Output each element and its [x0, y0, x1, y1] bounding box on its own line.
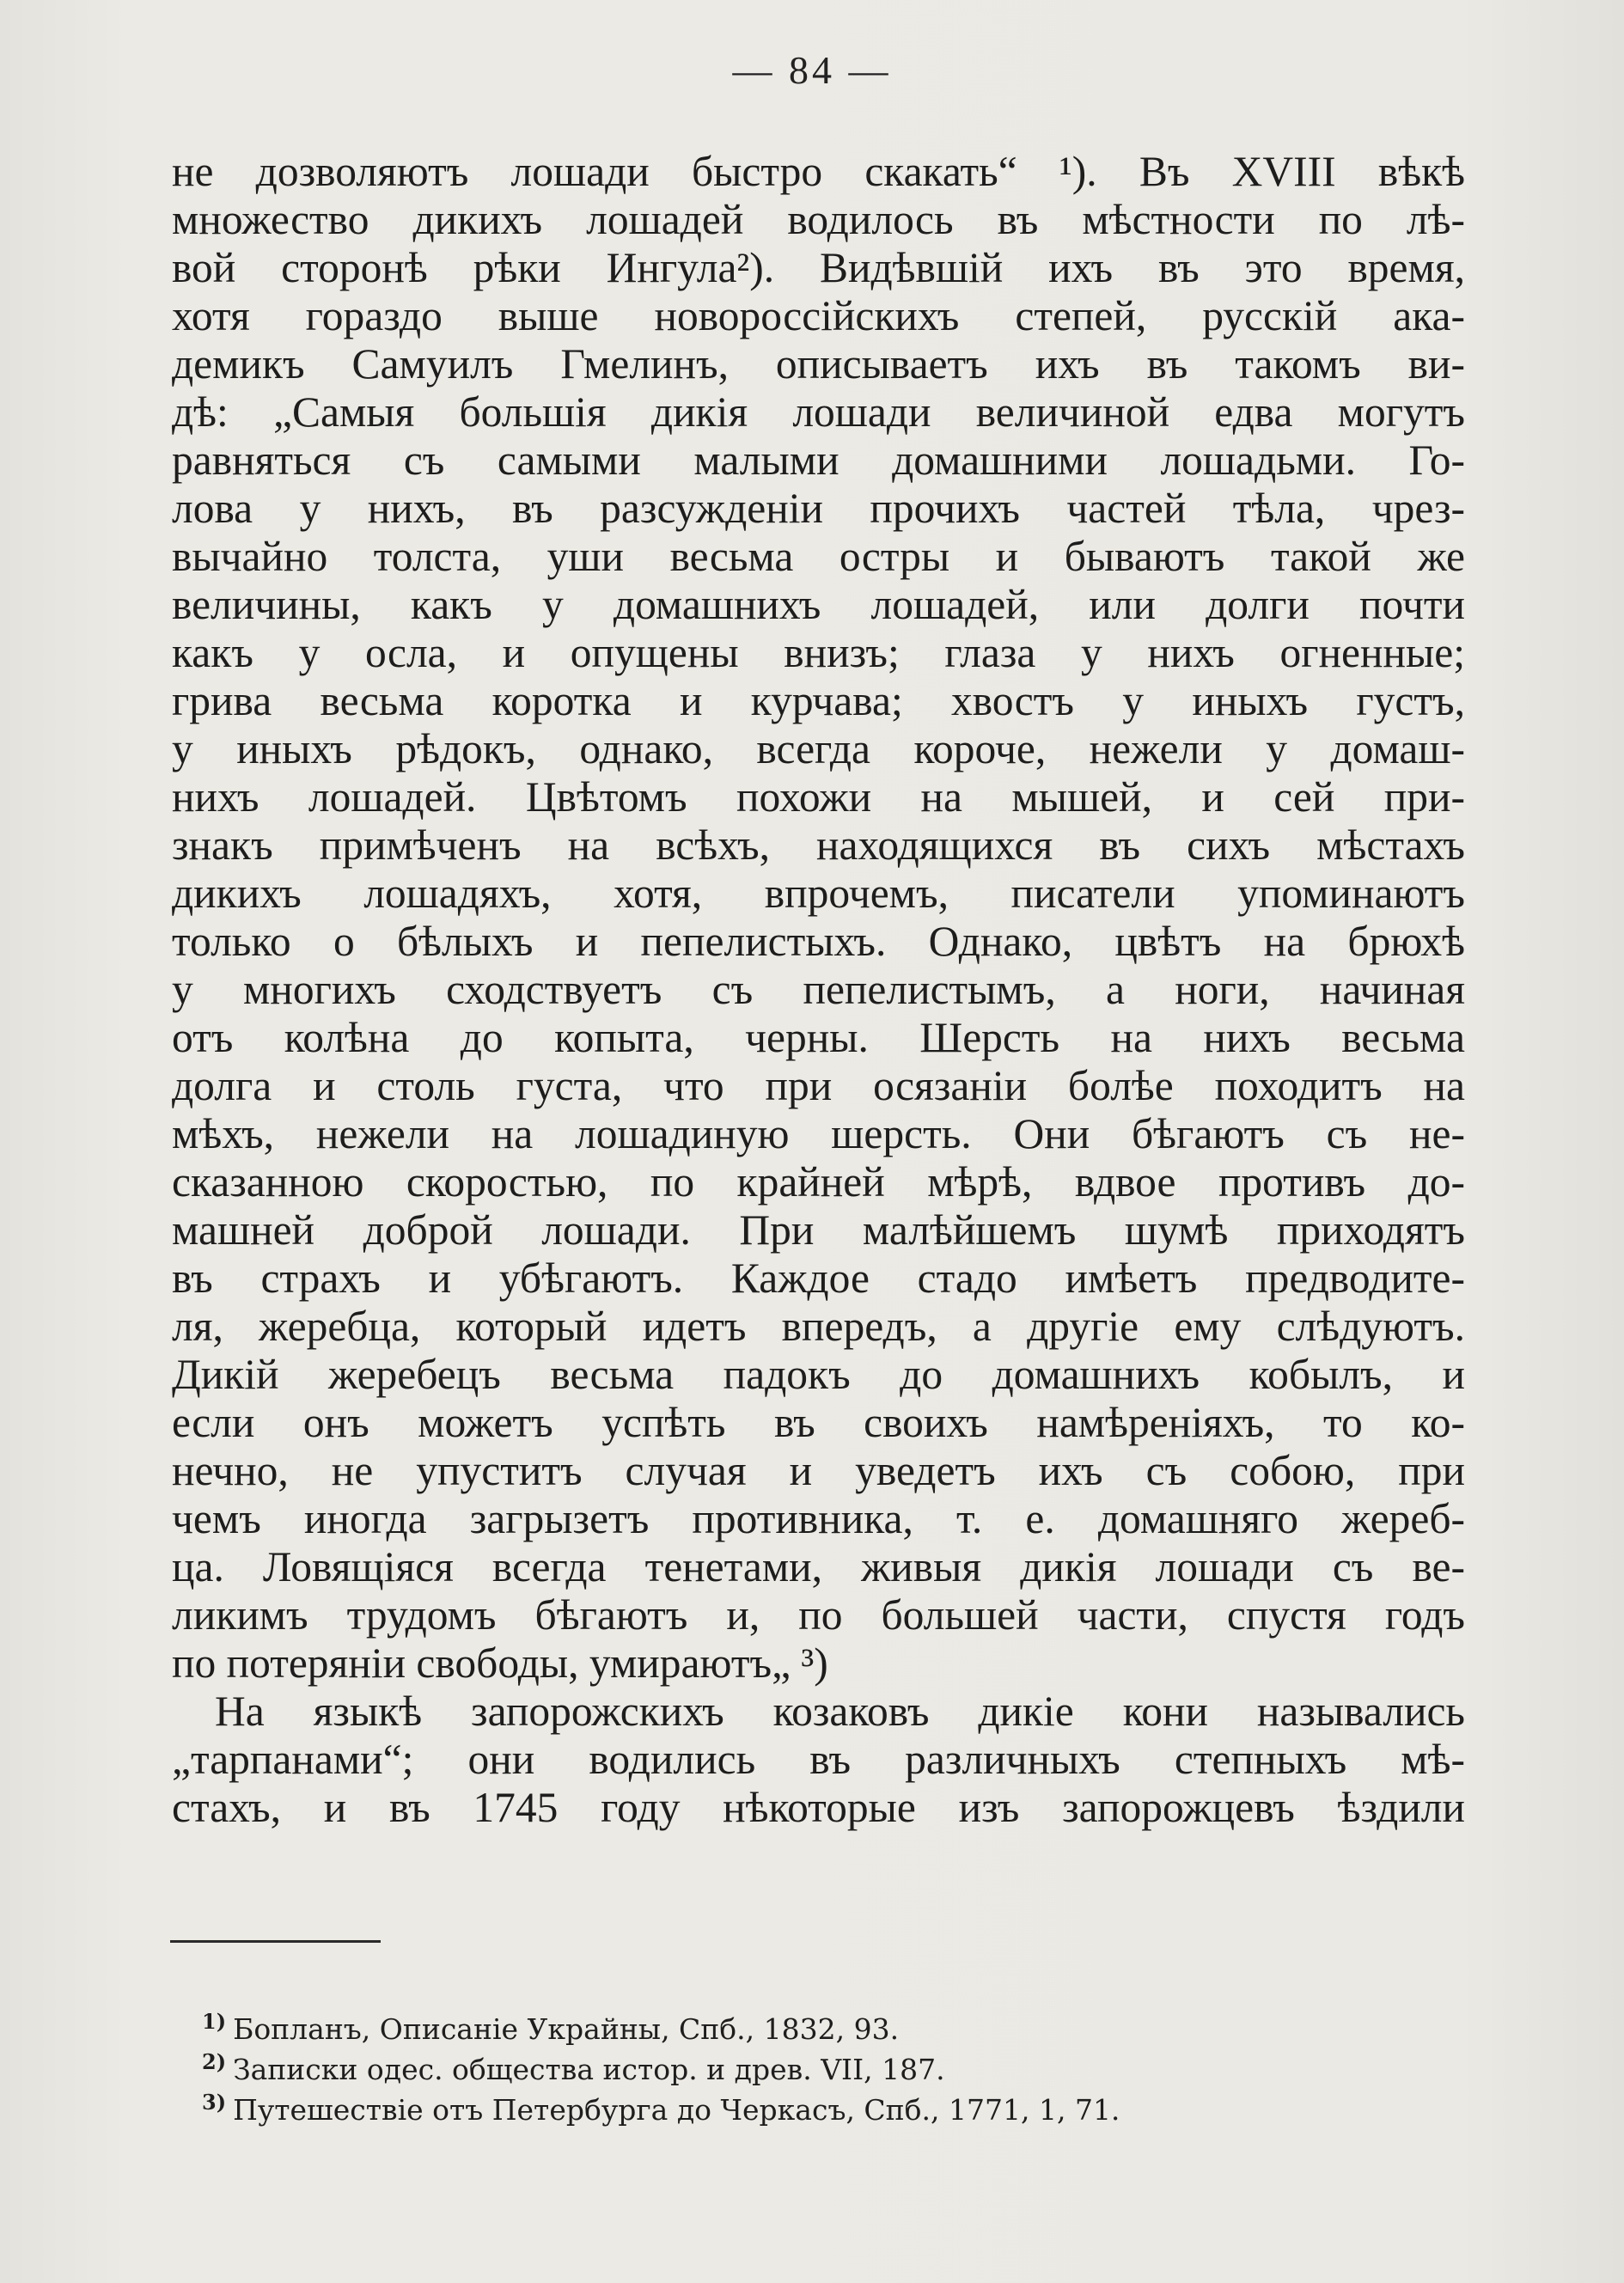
- main-text-block: [172, 148, 1465, 1832]
- footnote-text: Путешествіе отъ Петербурга до Черкасъ, Спб., 1771, 1, 71.: [233, 2093, 1120, 2127]
- text-line: Дикій жеребецъ весьма падокъ до домашнихъ кобылъ, и: [172, 1351, 1465, 1398]
- text-line: демикъ Самуилъ Гмелинъ, описываетъ ихъ въ такомъ ви-: [172, 340, 1465, 388]
- text-line: отъ колѣна до копыта, черны. Шерсть на нихъ весьма: [172, 1014, 1465, 1061]
- footnote-marker: 2): [202, 2049, 227, 2074]
- text-line: хотя гораздо выше новороссійскихъ степей, русскій ака-: [172, 292, 1465, 339]
- text-line: сказанною скоростью, по крайней мѣрѣ, вдвое противъ до-: [172, 1158, 1465, 1206]
- footnote-3: [202, 2090, 1405, 2130]
- text-line: множество дикихъ лошадей водилось въ мѣстности по лѣ-: [172, 196, 1465, 243]
- text-line: не дозволяютъ лошади быстро скакать“ ¹). Въ XVIII вѣкѣ: [172, 148, 1465, 195]
- footnote-text: Бопланъ, Описаніе Украйны, Спб., 1832, 93.: [233, 2012, 900, 2046]
- text-line: ликимъ трудомъ бѣгаютъ и, по большей части, спустя годъ: [172, 1591, 1465, 1639]
- footnote-marker: 1): [202, 2009, 227, 2034]
- text-line: у иныхъ рѣдокъ, однако, всегда короче, нежели у домаш-: [172, 725, 1465, 772]
- text-line: нихъ лошадей. Цвѣтомъ похожи на мышей, и сей при-: [172, 773, 1465, 821]
- text-line: въ страхъ и убѣгаютъ. Каждое стадо имѣетъ предводите-: [172, 1254, 1465, 1302]
- text-line: грива весьма коротка и курчава; хвостъ у иныхъ густъ,: [172, 677, 1465, 724]
- text-line-paragraph-start: На языкѣ запорожскихъ козаковъ дикіе кони назывались: [215, 1688, 1465, 1735]
- footnote-2: [202, 2049, 1405, 2090]
- text-line: долга и столь густа, что при осязаніи болѣе походитъ на: [172, 1062, 1465, 1109]
- footnote-text: Записки одес. общества истор. и древ. VII, 187.: [233, 2053, 945, 2086]
- text-line: „тарпанами“; они водились въ различныхъ степныхъ мѣ-: [172, 1736, 1465, 1783]
- text-line: мѣхъ, нежели на лошадиную шерсть. Они бѣгаютъ съ не-: [172, 1110, 1465, 1157]
- text-line: стахъ, и въ 1745 году нѣкоторые изъ запорожцевъ ѣздили: [172, 1784, 1465, 1831]
- footnotes-block: [202, 2009, 1405, 2130]
- text-line: машней доброй лошади. При малѣйшемъ шумѣ приходятъ: [172, 1206, 1465, 1254]
- text-line: только о бѣлыхъ и пепелистыхъ. Однако, цвѣтъ на брюхѣ: [172, 918, 1465, 965]
- text-line: вой сторонѣ рѣки Ингула²). Видѣвшій ихъ въ это время,: [172, 244, 1465, 291]
- text-line: ля, жеребца, который идетъ впередъ, а другіе ему слѣдуютъ.: [172, 1303, 1465, 1350]
- text-line: у многихъ сходствуетъ съ пепелистымъ, а ноги, начиная: [172, 966, 1465, 1013]
- footnote-divider: [170, 1940, 381, 1943]
- footnote-1: [202, 2009, 1405, 2049]
- text-line: дѣ: „Самыя большія дикія лошади величиной едва могутъ: [172, 388, 1465, 436]
- page-number: — 84 —: [732, 48, 892, 92]
- text-line: ца. Ловящіяся всегда тенетами, живыя дикія лошади съ ве-: [172, 1543, 1465, 1590]
- text-line: дикихъ лошадяхъ, хотя, впрочемъ, писатели упоминаютъ: [172, 870, 1465, 917]
- text-line: чемъ иногда загрызетъ противника, т. е. домашняго жереб-: [172, 1495, 1465, 1542]
- text-line: знакъ примѣченъ на всѣхъ, находящихся въ сихъ мѣстахъ: [172, 821, 1465, 869]
- text-line: какъ у осла, и опущены внизъ; глаза у нихъ огненные;: [172, 629, 1465, 676]
- text-line: равняться съ самыми малыми домашними лошадьми. Го-: [172, 436, 1465, 484]
- text-line: лова у нихъ, въ разсужденіи прочихъ частей тѣла, чрез-: [172, 485, 1465, 532]
- text-line-paragraph-end: по потеряніи свободы, умираютъ„ ³): [172, 1639, 828, 1687]
- text-line: величины, какъ у домашнихъ лошадей, или долги почти: [172, 581, 1465, 628]
- text-line: нечно, не упуститъ случая и уведетъ ихъ съ собою, при: [172, 1447, 1465, 1494]
- footnote-marker: 3): [202, 2090, 227, 2115]
- text-line: если онъ можетъ успѣть въ своихъ намѣреніяхъ, то ко-: [172, 1399, 1465, 1446]
- text-line: вычайно толста, уши весьма остры и бываютъ такой же: [172, 533, 1465, 580]
